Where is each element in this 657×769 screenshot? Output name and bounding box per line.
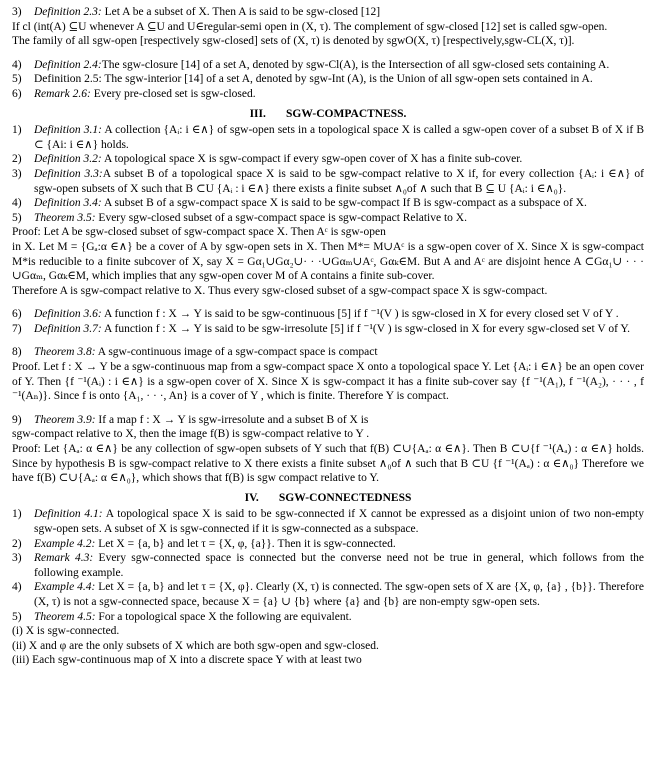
item-number: 9): [12, 413, 22, 426]
item-label: Theorem 4.5:: [34, 610, 96, 623]
item-text: Let X = {a, b} and let τ = {X, φ}. Clearly (X, τ) is connected. The sgw-open sets of X are {X, φ, {a} , {b}}. Therefore (X, τ) is not a sgw-connected space, because X = {a} ∪ {b} where {a} and {b} are non-empty sgw-open sets.: [34, 581, 644, 608]
list-item: [12, 72, 644, 87]
item-label: Example 4.2:: [34, 537, 96, 550]
list-item: [12, 5, 644, 20]
list-item: [12, 551, 644, 580]
item-text: Every sgw-closed subset of a sgw-compact space is sgw-compact Relative to X.: [95, 211, 467, 224]
item-label: Definition 3.7:: [34, 322, 102, 335]
item-label: Example 4.4:: [34, 581, 96, 594]
item-number: 5): [12, 211, 22, 224]
item-text: Let X = {a, b} and let τ = {X, φ, {a}}. Then it is sgw-connected.: [95, 537, 396, 550]
item-number: 4): [12, 581, 22, 594]
item-text: A sgw-continuous image of a sgw-compact space is compact: [95, 346, 378, 359]
item-label: Definition 3.4:: [34, 197, 102, 210]
item-label: Remark 2.6:: [34, 87, 91, 100]
item-text: A subset B of a sgw-compact space X is said to be sgw-compact If B is sgw-compact as a subspace of X.: [101, 197, 587, 210]
paper-page: [12, 5, 644, 668]
item-number: 3): [12, 167, 22, 180]
paragraph-line: If cl (int(A) ⊆U whenever A ⊆U and U∈regular-semi open in (X, τ). The complement of sgw-closed [12] set is called sgw-open.: [12, 20, 608, 33]
list-item: [12, 167, 644, 196]
item-text: Definition 2.5: The sgw-interior [14] of a set A, denoted by sgw-Int (A), is the Union of all sgw-open sets contained in A.: [34, 73, 593, 86]
item-label: Definition 2.4:: [34, 58, 102, 71]
proof-line: Proof: Let A be sgw-closed subset of sgw-compact space X. Then Aᶜ is sgw-open: [12, 226, 386, 239]
item-number: 1): [12, 124, 22, 137]
item-label: Definition 3.2:: [34, 153, 102, 166]
item-number: 5): [12, 610, 22, 623]
item-number: 1): [12, 508, 22, 521]
proof-paragraph: Proof: Let {Aₐ: α ∈∧} be any collection of sgw-open subsets of Y such that f(B) ⊂∪{Aₐ: α ∈∧}. Then B ⊂∪{f ⁻¹(Aₐ) : α ∈∧} holds. Since by hypothesis B is sgw-compact relative to X there exists a finite subset ∧₀of ∧ such that B ⊂U {f ⁻¹(Aₐ) : α ∈∧₀} Therefore we have f(B) ⊂∪{Aₐ: α ∈∧₀}, which shows that f(B) is sgw compact relative to Y.: [12, 443, 644, 485]
item-number: 4): [12, 58, 22, 71]
list-item: [12, 507, 644, 536]
item-number: 6): [12, 308, 22, 321]
list-item: [12, 123, 644, 152]
definitions-part-2: [12, 58, 644, 102]
list-item: [12, 307, 644, 322]
item-text: Every sgw-connected space is connected but the converse need not be true in general, which follows from the following example.: [34, 552, 645, 579]
item-text: A function f : X → Y is said to be sgw-continuous [5] if f ⁻¹(V ) is sgw-closed in X for every closed set V of Y .: [101, 308, 619, 321]
section-heading-compactness: III. SGW-COMPACTNESS.: [249, 107, 407, 120]
list-item: [12, 413, 644, 428]
item-number: 4): [12, 197, 22, 210]
proof-paragraph: in X. Let M = {Gₐ:α ∈∧} be a cover of A by sgw-open sets in X. Then M*= M∪Aᶜ is a sgw-open cover of X. Since X is sgw-compact M*is reducible to a finite subcover of X, say X = Gα₁∪Gα₂∪· · ·∪Gαₘ∪Aᶜ, Gαₖ∈M. But A and Aᶜ are disjoint hence A ⊂Gα₁∪ · · · ∪Gαₘ, Gαₖ∈M, which implies that any sgw-open cover M of A contains a finite sub-cover.: [12, 240, 644, 283]
equivalence-line: (ii) X and φ are the only subsets of X which are both sgw-open and sgw-closed.: [12, 639, 379, 652]
item-label: Definition 4.1:: [34, 508, 103, 521]
definitions-part-1: [12, 5, 644, 49]
section-heading-connectedness: IV. SGW-CONNECTEDNESS: [244, 491, 412, 504]
item-label: Definition 3.3:: [34, 167, 103, 180]
item-text: If a map f : X → Y is sgw-irresolute and a subset B of X is: [95, 413, 369, 426]
item-text: A function f : X → Y is said to be sgw-irresolute [5] if f ⁻¹(V ) is sgw-closed in X for every sgw-closed set V of Y.: [101, 322, 631, 335]
equivalence-line: (i) X is sgw-connected.: [12, 625, 120, 638]
item-text: Every pre-closed set is sgw-closed.: [90, 87, 256, 100]
section-compactness: [12, 123, 644, 486]
list-item: [12, 211, 644, 226]
list-item: [12, 152, 644, 167]
item-number: 8): [12, 346, 22, 359]
item-number: 3): [12, 552, 22, 565]
item-text: The sgw-closure [14] of a set A, denoted by sgw-Cl(A), is the Intersection of all sgw-closed sets containing A.: [101, 58, 610, 71]
theorem-line: sgw-compact relative to X, then the image f(B) is sgw-compact relative to Y .: [12, 428, 370, 441]
item-text: A topological space X is sgw-compact if every sgw-open cover of X has a finite sub-cover.: [101, 153, 523, 166]
item-text: A collection {Aᵢ: i ∈∧} of sgw-open sets in a topological space X is called a sgw-open cover of a subset B of X if B ⊂ {Ai: i ∈∧} holds.: [34, 124, 645, 151]
proof-paragraph: Proof. Let f : X → Y be a sgw-continuous map from a sgw-compact space X onto a topological space Y. Let {Aᵢ: i ∈∧} be an open cover of Y. Then {f ⁻¹(Aᵢ) : i ∈∧} is a sgw-open cover of X. Since X is sgw-compact it has a finite sub-cover say {f ⁻¹(A₁), f ⁻¹(A₂), · · · , f ⁻¹(Aₙ)}. Since f is onto {A₁, · · ·, An} is a cover of Y , which is finite. Therefore Y is compact.: [12, 361, 644, 403]
item-text: For a topological space X the following are equivalent.: [95, 610, 352, 623]
item-label: Definition 3.6:: [34, 308, 102, 321]
item-label: Definition 2.3:: [34, 6, 102, 18]
section-connectedness: [12, 507, 644, 668]
list-item: [12, 196, 644, 211]
item-label: Definition 3.1:: [34, 124, 102, 137]
list-item: [12, 610, 644, 625]
equivalence-line: (iii) Each sgw-continuous map of X into a discrete space Y with at least two: [12, 654, 362, 667]
item-label: Theorem 3.5:: [34, 211, 96, 224]
item-number: 2): [12, 537, 22, 550]
item-label: Remark 4.3:: [34, 552, 94, 565]
list-item: [12, 58, 644, 73]
paragraph-line: The family of all sgw-open [respectively sgw-closed] sets of (X, τ) is denoted by sgwO(X, τ) [respectively,sgw-CL(X, τ)].: [12, 35, 575, 48]
list-item: [12, 580, 644, 609]
item-number: 5): [12, 73, 22, 86]
item-number: 7): [12, 322, 22, 335]
list-item: [12, 537, 644, 552]
list-item: [12, 87, 644, 102]
item-text: A subset B of a topological space X is said to be sgw-compact relative to X if, for every collection {Aᵢ: i ∈∧} of sgw-open subsets of X such that B ⊂U {Aᵢ : i ∈∧} there exists a finite subset ∧₀of ∧ such that B ⊆ U {Aᵢ: i ∈∧₀}.: [34, 167, 644, 195]
item-number: 3): [12, 6, 22, 18]
item-number: 2): [12, 153, 22, 166]
item-label: Theorem 3.9:: [34, 413, 96, 426]
item-number: 6): [12, 87, 22, 100]
item-text: A topological space X is said to be sgw-connected if X cannot be expressed as a disjoint union of two non-empty sgw-open sets. A subset of X is sgw-connected if it is sgw-connected as a subspace.: [34, 508, 644, 535]
list-item: [12, 322, 644, 337]
item-label: Theorem 3.8:: [34, 346, 96, 359]
list-item: [12, 345, 644, 360]
item-text: Let A be a subset of X. Then A is said to be sgw-closed [12]: [101, 6, 381, 18]
proof-line: Therefore A is sgw-compact relative to X. Thus every sgw-closed subset of a sgw-compact space X is sgw-compact.: [12, 284, 548, 297]
